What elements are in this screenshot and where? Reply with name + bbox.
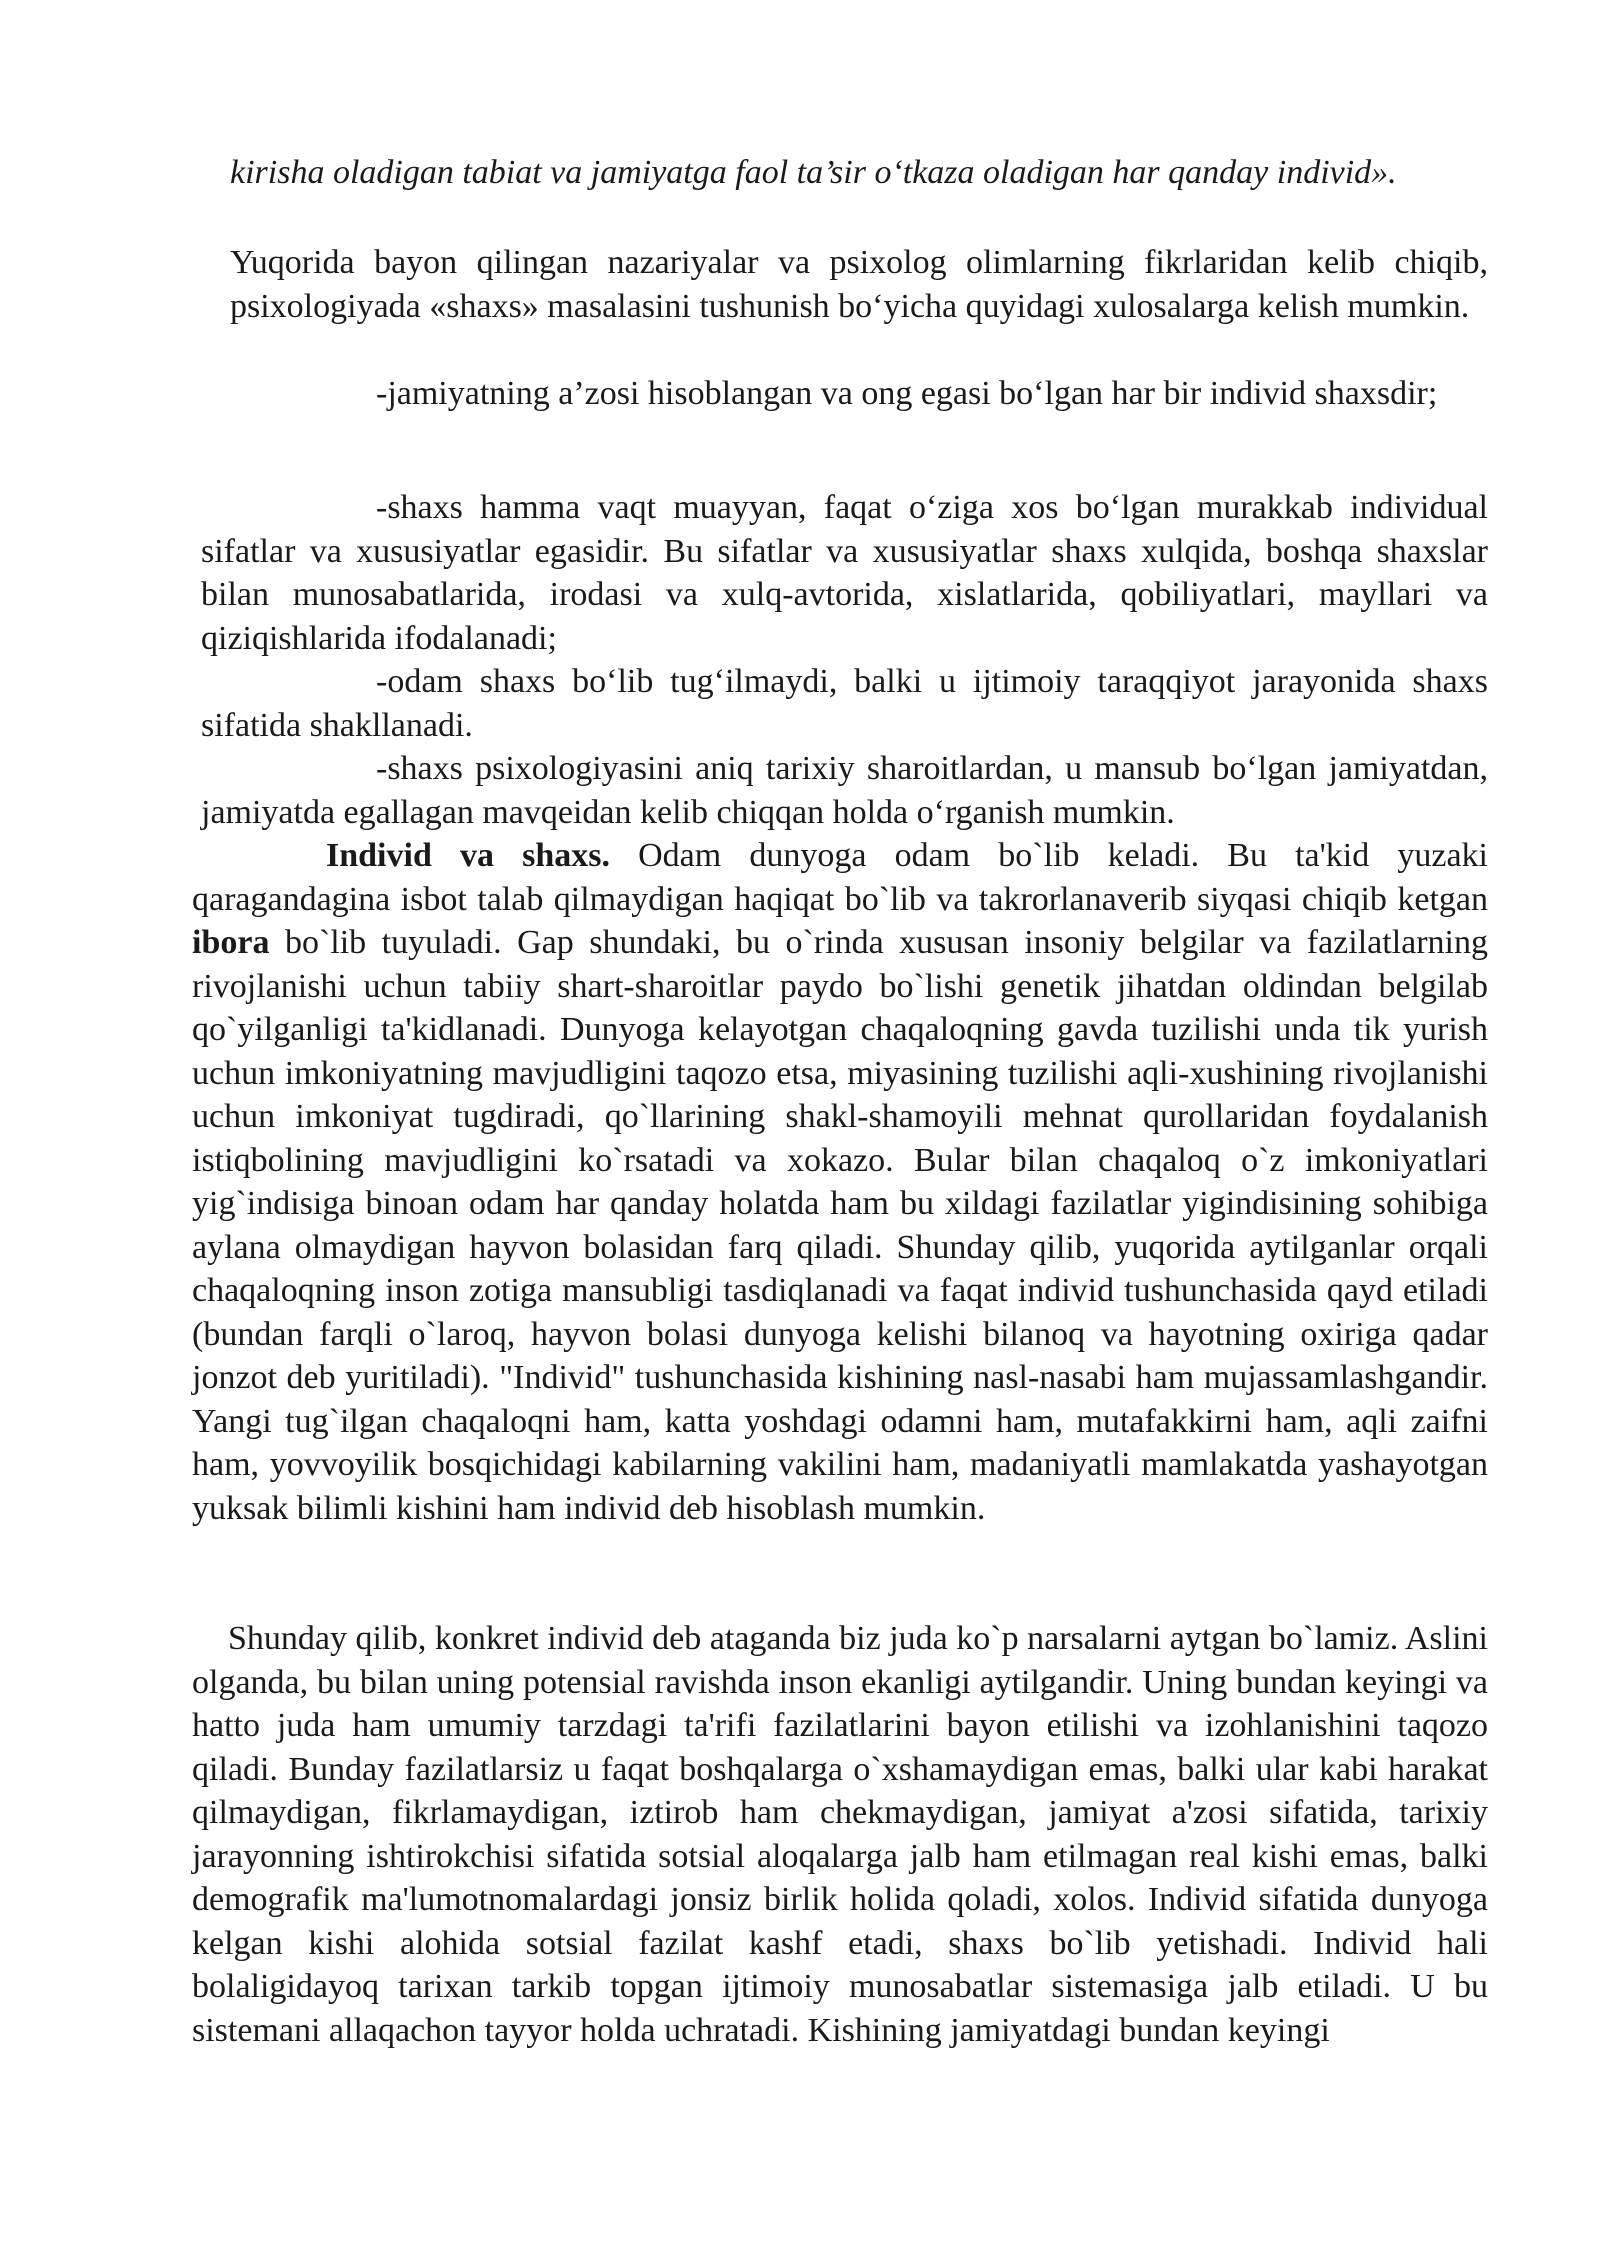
intro-paragraph: Yuqorida bayon qilingan nazariyalar va psixolog olimlarning fikrlaridan kelib chiqib, psixologiyada «shaxs» masalasini tushunish bo‘yicha quyidagi xulosalarga kelish mumkin. — [230, 244, 1488, 325]
bold-term: ibora — [192, 924, 270, 961]
section-heading: Individ va shaxs. — [326, 837, 610, 874]
conclusion-item: -shaxs hamma vaqt muayyan, faqat o‘ziga xos bo‘lgan murakkab individual sifatlar va xususiyatlar egasidir. Bu sifatlar va xususiyatlar shaxs xulqida, boshqa shaxslar bilan munosabatlarida, irodasi va xulq-avtorida, xislatlarida, qobiliyatlari, mayllari va qiziqishlarida ifodalanadi; — [201, 489, 1488, 657]
body-paragraph: Shunday qilib, konkret individ deb ataganda biz juda ko`p narsalarni aytgan bo`lamiz. Aslini olganda, bu bilan uning potensial ravishda inson ekanligi aytilgandir. Uning bundan keyingi va hatto juda ham umumiy tarzdagi ta'rifi fazilatlarini bayon etilishi va izohlanishini taqozo qiladi. Bunday fazilatlarsiz u faqat boshqalarga o`xshamaydigan emas, balki ular kabi harakat qilmaydigan, fikrlamaydigan, iztirob ham chekmaydigan, jamiyat a'zosi sifatida, tarixiy jarayonning ishtirokchisi sifatida sotsial aloqalarga jalb ham etilmagan real kishi emas, balki demografik ma'lumotnomalardagi jonsiz birlik holida qoladi, xolos. Individ sifatida dunyoga kelgan kishi alohida sotsial fazilat kashf etadi, shaxs bo`lib yetishadi. Individ hali bolaligidayoq tarixan tarkib topgan ijtimoiy munosabatlar sistemasiga jalb etiladi. U bu sistemani allaqachon tayyor holda uchratadi. Kishining jamiyatdagi bundan keyingi — [192, 1620, 1488, 2049]
paragraph-text: bo`lib tuyuladi. Gap shundaki, bu o`rinda xususan insoniy belgilar va fazilatlarning rivojlanishi uchun tabiiy shart-sharoitlar paydo bo`lishi genetik jihatdan oldindan belgilab qo`yilganligi ta'kidlanadi. Dunyoga kelayotgan chaqaloqning gavda tuzilishi unda tik yurish uchun imkoniyatning mavjudligini taqozo etsa, miyasining tuzilishi aqli-xushining rivojlanishi uchun imkoniyat tugdiradi, qo`llarining shakl-shamoyili mehnat qurollaridan foydalanish istiqbolining mavjudligini ko`rsatadi va xokazo. Bular bilan chaqaloq o`z imkoniyatlari yig`indisiga binoan odam har qanday holatda ham bu xildagi fazilatlar yigindisining sohibiga aylana olmaydigan hayvon bolasidan farq qiladi. Shunday qilib, yuqorida aytilganlar orqali chaqaloqning inson zotiga mansubligi tasdiqlanadi va faqat individ tushunchasida qayd etiladi (bundan farqli o`laroq, hayvon bolasi dunyoga kelishi bilanoq va hayotning oxiriga qadar jonzot deb yuritiladi). "Individ" tushunchasida kishining nasl-nasabi ham mujassamlashgandir. Yangi tug`ilgan chaqaloqni ham, katta yoshdagi odamni ham, mutafakkirni ham, aqli zaifni ham, yovvoyilik bosqichidagi kabilarning vakilini ham, madaniyatli mamlakatda yashayotgan yuksak bilimli kishini ham individ deb hisoblash mumkin. — [192, 924, 1488, 1527]
conclusion-item: -odam shaxs bo‘lib tug‘ilmaydi, balki u ijtimoiy taraqqiyot jarayonida shaxs sifatida shakllanadi. — [201, 663, 1488, 744]
quote-ending: kirisha oladigan tabiat va jamiyatga faol ta’sir o‘tkaza oladigan har qanday individ». — [230, 154, 1397, 191]
conclusion-item: -jamiyatning a’zosi hisoblangan va ong egasi bo‘lgan har bir individ shaxsdir; — [376, 375, 1438, 412]
paragraph-text: Odam dunyoga odam bo`lib keladi. Bu ta'kid yuzaki qaragandagina isbot talab qilmaydigan haqiqat bo`lib va takrorlanaverib siyqasi chiqib ketgan — [192, 837, 1488, 918]
conclusion-item: -shaxs psixologiyasini aniq tarixiy sharoitlardan, u mansub bo‘lgan jamiyatdan, jamiyatda egallagan mavqeidan kelib chiqqan holda o‘rganish mumkin. — [201, 750, 1488, 831]
section-paragraph — [192, 834, 1488, 1530]
